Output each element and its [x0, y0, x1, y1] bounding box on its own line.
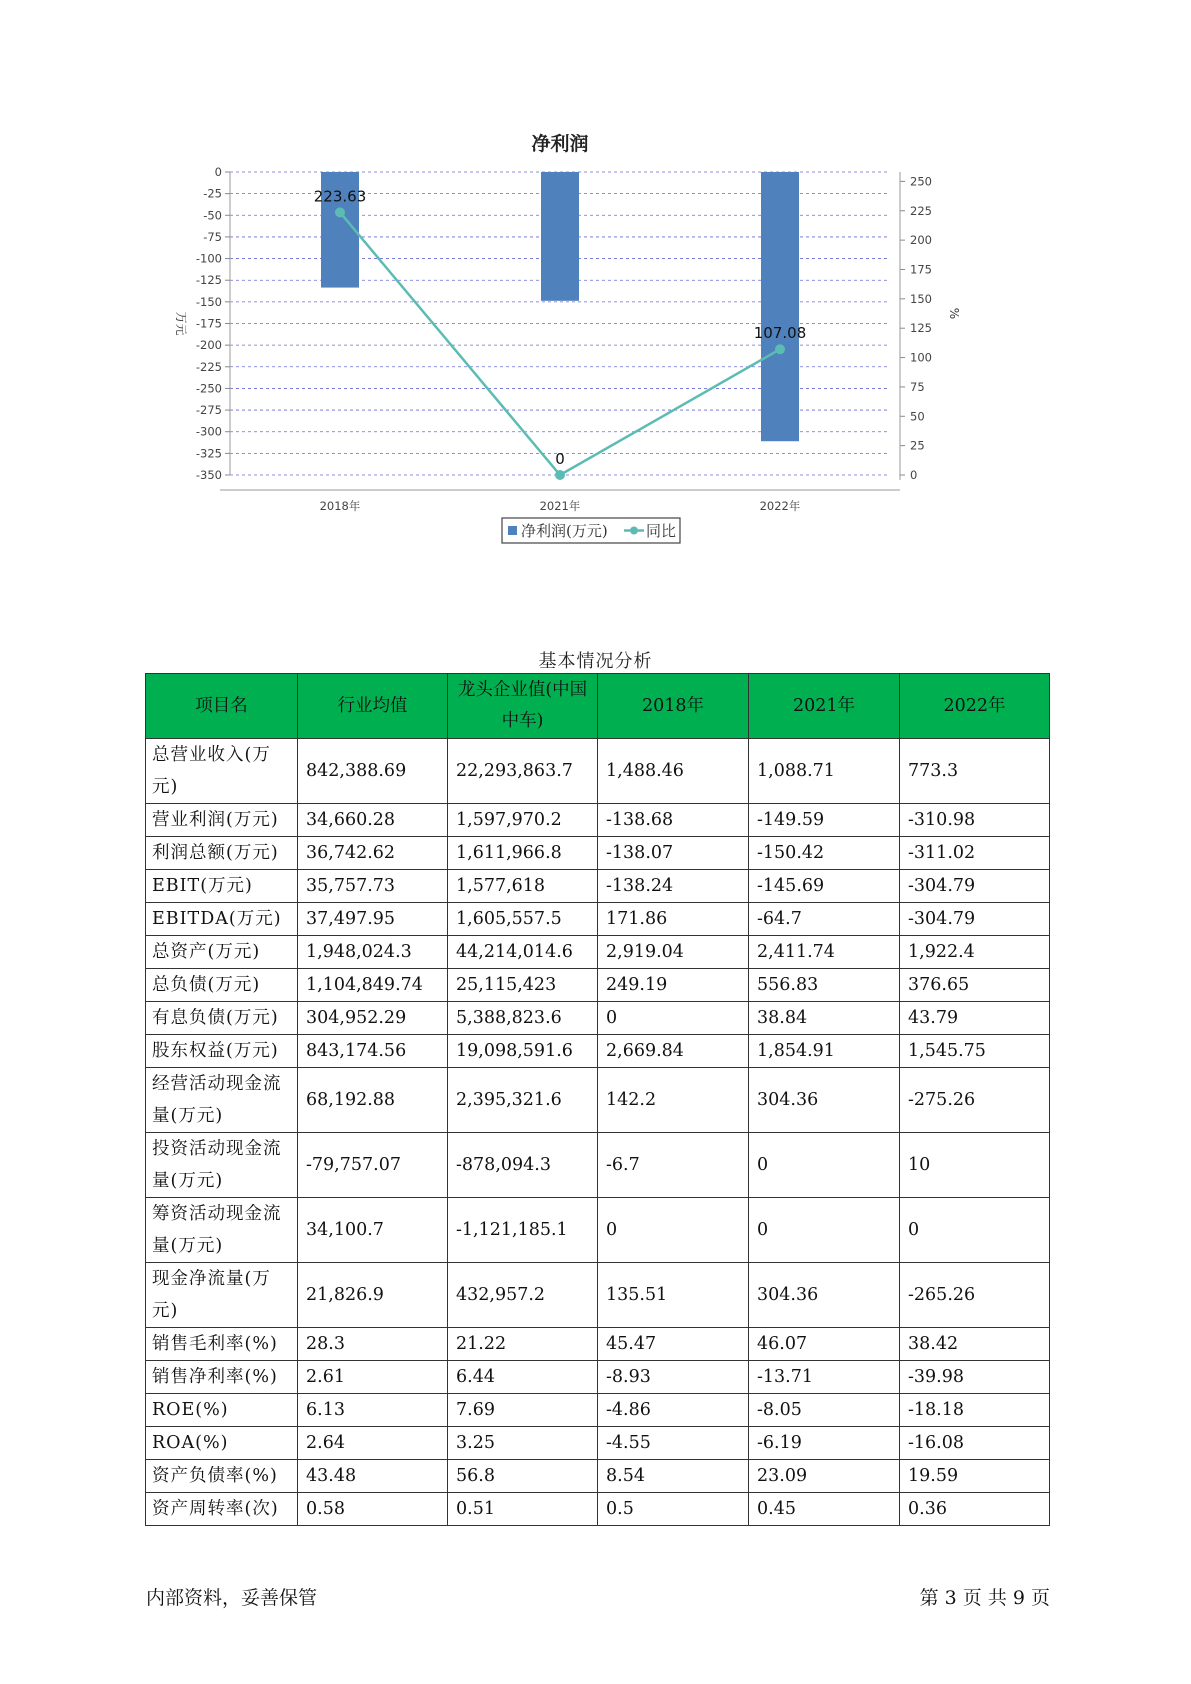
row-value-cell: -149.59 — [749, 804, 900, 837]
row-value-cell: -878,094.3 — [448, 1133, 598, 1198]
left-tick-label: -350 — [195, 468, 222, 482]
right-axis-unit: % — [947, 307, 961, 320]
table-row — [146, 969, 1050, 1002]
row-item-name: 筹资活动现金流量(万元) — [146, 1198, 298, 1263]
row-value-cell: 142.2 — [598, 1068, 749, 1133]
net-profit-chart — [150, 130, 1050, 600]
row-value-cell: 28.3 — [298, 1328, 448, 1361]
row-value-cell: 2,411.74 — [749, 936, 900, 969]
row-value-cell: 2.64 — [298, 1427, 448, 1460]
row-value-cell: 21,826.9 — [298, 1263, 448, 1328]
table-row — [146, 837, 1050, 870]
table-header-row — [146, 674, 1050, 739]
row-value-cell: 304.36 — [749, 1068, 900, 1133]
left-tick-label: -100 — [195, 251, 222, 266]
row-item-name: ROE(%) — [146, 1394, 298, 1427]
left-tick-label: 0 — [214, 165, 222, 179]
footer-confidential-note: 内部资料，妥善保管 — [146, 1587, 318, 1609]
row-value-cell: 0.58 — [298, 1493, 448, 1526]
right-tick-label: 0 — [910, 468, 918, 482]
row-value-cell: 21.22 — [448, 1328, 598, 1361]
row-item-name: 总资产(万元) — [146, 936, 298, 969]
row-value-cell: 8.54 — [598, 1460, 749, 1493]
row-item-name: 投资活动现金流量(万元) — [146, 1133, 298, 1198]
row-value-cell: -79,757.07 — [298, 1133, 448, 1198]
row-value-cell: 1,104,849.74 — [298, 969, 448, 1002]
row-value-cell: -18.18 — [900, 1394, 1050, 1427]
table-row — [146, 739, 1050, 804]
row-value-cell: 1,488.46 — [598, 739, 749, 804]
row-value-cell: 10 — [900, 1133, 1050, 1198]
row-value-cell: -311.02 — [900, 837, 1050, 870]
row-value-cell: 2,395,321.6 — [448, 1068, 598, 1133]
row-item-name: 销售净利率(%) — [146, 1361, 298, 1394]
left-tick-label: -250 — [195, 381, 222, 396]
row-item-name: 经营活动现金流量(万元) — [146, 1068, 298, 1133]
row-value-cell: 1,948,024.3 — [298, 936, 448, 969]
row-value-cell: 304,952.29 — [298, 1002, 448, 1035]
yoy-point — [775, 344, 785, 354]
row-value-cell: 22,293,863.7 — [448, 739, 598, 804]
legend-bar-swatch — [508, 526, 517, 535]
row-value-cell: 842,388.69 — [298, 739, 448, 804]
row-item-name: 总营业收入(万元) — [146, 739, 298, 804]
row-value-cell: 23.09 — [749, 1460, 900, 1493]
left-tick-label: -125 — [195, 273, 222, 288]
row-value-cell: 1,577,618 — [448, 870, 598, 903]
row-item-name: 销售毛利率(%) — [146, 1328, 298, 1361]
right-tick-label: 225 — [910, 203, 932, 218]
row-value-cell: 304.36 — [749, 1263, 900, 1328]
right-tick-label: 25 — [910, 438, 925, 453]
right-tick-label: 50 — [910, 409, 925, 424]
left-tick-label: -50 — [203, 208, 222, 223]
row-value-cell: -8.05 — [749, 1394, 900, 1427]
row-item-name: 有息负债(万元) — [146, 1002, 298, 1035]
row-value-cell: -304.79 — [900, 870, 1050, 903]
row-value-cell: 249.19 — [598, 969, 749, 1002]
row-value-cell: 0.36 — [900, 1493, 1050, 1526]
row-value-cell: 1,605,557.5 — [448, 903, 598, 936]
row-value-cell: 0 — [598, 1002, 749, 1035]
right-tick-label: 150 — [910, 291, 932, 306]
left-tick-label: -300 — [195, 424, 222, 439]
table-row — [146, 1198, 1050, 1263]
row-value-cell: -138.07 — [598, 837, 749, 870]
yoy-point — [555, 470, 565, 480]
row-item-name: ROA(%) — [146, 1427, 298, 1460]
row-value-cell: 1,922.4 — [900, 936, 1050, 969]
row-item-name: 利润总额(万元) — [146, 837, 298, 870]
row-value-cell: 843,174.56 — [298, 1035, 448, 1068]
row-value-cell: 432,957.2 — [448, 1263, 598, 1328]
left-tick-label: -150 — [195, 294, 222, 309]
row-value-cell: 38.84 — [749, 1002, 900, 1035]
table-row — [146, 1328, 1050, 1361]
row-value-cell: 19.59 — [900, 1460, 1050, 1493]
row-value-cell: 0.51 — [448, 1493, 598, 1526]
row-value-cell: 556.83 — [749, 969, 900, 1002]
right-tick-label: 100 — [910, 350, 932, 365]
row-item-name: EBITDA(万元) — [146, 903, 298, 936]
row-value-cell: 1,854.91 — [749, 1035, 900, 1068]
bar-net-profit — [761, 172, 799, 441]
row-value-cell: 44,214,014.6 — [448, 936, 598, 969]
chart-title: 净利润 — [531, 133, 589, 155]
row-value-cell: 37,497.95 — [298, 903, 448, 936]
right-tick-label: 175 — [910, 262, 932, 277]
header-2018: 2018年 — [598, 674, 749, 739]
row-value-cell: 2.61 — [298, 1361, 448, 1394]
legend-yoy-label: 同比 — [646, 522, 677, 540]
right-tick-label: 200 — [910, 233, 932, 248]
yoy-point-label: 107.08 — [753, 324, 807, 343]
row-item-name: 总负债(万元) — [146, 969, 298, 1002]
row-value-cell: 56.8 — [448, 1460, 598, 1493]
row-value-cell: 773.3 — [900, 739, 1050, 804]
row-value-cell: 1,597,970.2 — [448, 804, 598, 837]
left-axis-unit: 万元 — [174, 311, 188, 336]
bar-net-profit — [541, 172, 579, 301]
row-value-cell: 135.51 — [598, 1263, 749, 1328]
row-item-name: 资产负债率(%) — [146, 1460, 298, 1493]
legend-line-marker — [630, 527, 638, 535]
row-value-cell: -13.71 — [749, 1361, 900, 1394]
x-tick-label: 2018年 — [319, 499, 361, 513]
row-value-cell: 3.25 — [448, 1427, 598, 1460]
row-value-cell: 0 — [749, 1198, 900, 1263]
row-value-cell: -16.08 — [900, 1427, 1050, 1460]
row-value-cell: 38.42 — [900, 1328, 1050, 1361]
row-value-cell: 68,192.88 — [298, 1068, 448, 1133]
row-value-cell: 0 — [598, 1198, 749, 1263]
row-value-cell: 45.47 — [598, 1328, 749, 1361]
row-value-cell: -39.98 — [900, 1361, 1050, 1394]
header-item-name: 项目名 — [146, 674, 298, 739]
row-value-cell: 7.69 — [448, 1394, 598, 1427]
row-value-cell: 2,919.04 — [598, 936, 749, 969]
header-2022: 2022年 — [900, 674, 1050, 739]
left-tick-label: -25 — [203, 186, 222, 201]
row-value-cell: 25,115,423 — [448, 969, 598, 1002]
row-item-name: 营业利润(万元) — [146, 804, 298, 837]
row-value-cell: -275.26 — [900, 1068, 1050, 1133]
table-row — [146, 1460, 1050, 1493]
row-value-cell: -6.7 — [598, 1133, 749, 1198]
row-value-cell: -145.69 — [749, 870, 900, 903]
row-value-cell: -304.79 — [900, 903, 1050, 936]
row-value-cell: 35,757.73 — [298, 870, 448, 903]
row-value-cell: -310.98 — [900, 804, 1050, 837]
row-value-cell: 1,088.71 — [749, 739, 900, 804]
row-value-cell: 36,742.62 — [298, 837, 448, 870]
table-row — [146, 1427, 1050, 1460]
row-value-cell: -138.68 — [598, 804, 749, 837]
legend-net-profit-label: 净利润(万元) — [521, 522, 608, 540]
table-row — [146, 1394, 1050, 1427]
row-value-cell: 0 — [900, 1198, 1050, 1263]
row-value-cell: -1,121,185.1 — [448, 1198, 598, 1263]
table-row — [146, 1493, 1050, 1526]
footer-page-number: 第 3 页 共 9 页 — [919, 1587, 1050, 1609]
yoy-point-label: 0 — [555, 450, 565, 468]
left-tick-label: -175 — [195, 316, 222, 331]
x-tick-label: 2021年 — [539, 499, 581, 513]
row-item-name: 资产周转率(次) — [146, 1493, 298, 1526]
row-value-cell: 19,098,591.6 — [448, 1035, 598, 1068]
row-value-cell: 0.5 — [598, 1493, 749, 1526]
table-row — [146, 1361, 1050, 1394]
yoy-point-label: 223.63 — [313, 187, 367, 206]
left-tick-label: -200 — [195, 338, 222, 353]
row-value-cell: -64.7 — [749, 903, 900, 936]
row-value-cell: -150.42 — [749, 837, 900, 870]
row-value-cell: 376.65 — [900, 969, 1050, 1002]
yoy-point — [335, 207, 345, 217]
row-value-cell: 6.44 — [448, 1361, 598, 1394]
row-value-cell: 0 — [749, 1133, 900, 1198]
row-value-cell: -4.86 — [598, 1394, 749, 1427]
row-value-cell: 2,669.84 — [598, 1035, 749, 1068]
left-tick-label: -75 — [203, 229, 222, 244]
row-value-cell: -6.19 — [749, 1427, 900, 1460]
row-value-cell: 46.07 — [749, 1328, 900, 1361]
table-row — [146, 1263, 1050, 1328]
row-value-cell: -4.55 — [598, 1427, 749, 1460]
row-value-cell: 6.13 — [298, 1394, 448, 1427]
row-item-name: 现金净流量(万元) — [146, 1263, 298, 1328]
table-row — [146, 1133, 1050, 1198]
row-value-cell: -8.93 — [598, 1361, 749, 1394]
table-body — [146, 739, 1050, 1526]
table-row — [146, 936, 1050, 969]
left-tick-label: -325 — [195, 446, 222, 461]
row-value-cell: -265.26 — [900, 1263, 1050, 1328]
x-tick-label: 2022年 — [759, 499, 801, 513]
table-row — [146, 903, 1050, 936]
row-item-name: EBIT(万元) — [146, 870, 298, 903]
chart-svg — [150, 130, 1050, 600]
table-row — [146, 804, 1050, 837]
right-tick-label: 75 — [910, 379, 925, 394]
table-row — [146, 1068, 1050, 1133]
row-value-cell: 34,100.7 — [298, 1198, 448, 1263]
left-tick-label: -275 — [195, 403, 222, 418]
row-value-cell: 1,611,966.8 — [448, 837, 598, 870]
row-value-cell: 5,388,823.6 — [448, 1002, 598, 1035]
basic-analysis-table — [145, 673, 1050, 1526]
row-value-cell: 34,660.28 — [298, 804, 448, 837]
row-value-cell: 1,545.75 — [900, 1035, 1050, 1068]
header-industry-avg: 行业均值 — [298, 674, 448, 739]
table-row — [146, 1035, 1050, 1068]
header-leader-value: 龙头企业值(中国中车) — [448, 674, 598, 739]
table-title: 基本情况分析 — [538, 651, 653, 672]
header-2021: 2021年 — [749, 674, 900, 739]
right-tick-label: 125 — [910, 321, 932, 336]
row-value-cell: 43.79 — [900, 1002, 1050, 1035]
row-value-cell: 0.45 — [749, 1493, 900, 1526]
table-row — [146, 870, 1050, 903]
row-value-cell: 171.86 — [598, 903, 749, 936]
row-value-cell: -138.24 — [598, 870, 749, 903]
row-value-cell: 43.48 — [298, 1460, 448, 1493]
table-row — [146, 1002, 1050, 1035]
right-tick-label: 250 — [910, 174, 932, 189]
left-tick-label: -225 — [195, 359, 222, 374]
row-item-name: 股东权益(万元) — [146, 1035, 298, 1068]
